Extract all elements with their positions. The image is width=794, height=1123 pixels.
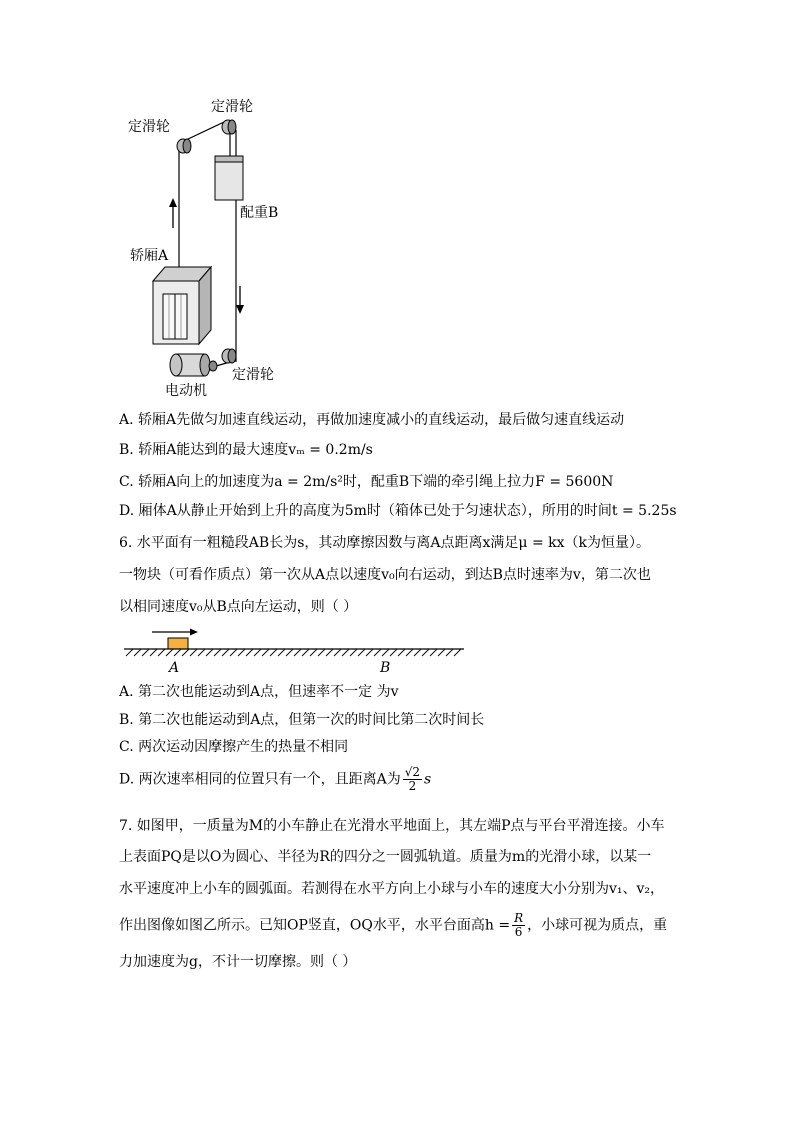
- q6-option-b: B. 第二次也能运动到A点，但第一次的时间比第二次时间长: [119, 712, 485, 728]
- pulley-top-right-icon: [222, 120, 236, 134]
- q6-option-c: C. 两次运动因摩擦产生的热量不相同: [119, 739, 349, 755]
- fraction-numerator: √2: [404, 765, 421, 779]
- q6-stem-line-2: 一物块（可看作质点）第一次从A点以速度v₀向右运动，到达B点时速率为v，第二次也: [119, 567, 651, 583]
- q6-label-b: B: [380, 660, 391, 676]
- fraction-denominator: 2: [408, 779, 417, 793]
- label-motor: 电动机: [165, 383, 207, 399]
- motor-icon: [170, 354, 217, 376]
- q6-option-a: A. 第二次也能运动到A点，但速率不一定 为v: [119, 684, 399, 700]
- down-arrow-icon: [236, 286, 244, 314]
- q5-option-b: B. 轿厢A能达到的最大速度vₘ = 0.2m/s: [119, 442, 373, 458]
- fraction-denominator: 6: [514, 925, 523, 939]
- q5-option-a: A. 轿厢A先做匀加速直线运动，再做加速度减小的直线运动，最后做匀速直线运动: [119, 412, 625, 428]
- pulley-top-left-icon: [177, 139, 191, 153]
- q5-option-d: D. 厢体A从静止开始到上升的高度为5m时（箱体已处于匀速状态），所用的时间t = 5.25s: [119, 503, 677, 519]
- velocity-arrow-icon: [152, 629, 198, 636]
- fraction-sqrt2-over-2: [403, 766, 422, 793]
- pulley-bottom-icon: [222, 349, 236, 363]
- q7-stem-line-5: 力加速度为g，不计一切摩擦。则（ ）: [119, 954, 357, 970]
- up-arrow-icon: [169, 198, 177, 228]
- q6-option-d-text: D. 两次速率相同的位置只有一个，且距离A为: [119, 771, 401, 788]
- q7-stem-line-3: 水平速度冲上小车的圆弧面。若测得在水平方向上小球与小车的速度大小分别为v₁、v₂，: [119, 881, 665, 897]
- fraction-numerator: R: [514, 911, 524, 925]
- counterweight-icon: [215, 156, 243, 200]
- label-pulley-bottom: 定滑轮: [232, 367, 274, 383]
- q6-stem-line-1: 6. 水平面有一粗糙段AB长为s，其动摩擦因数与离A点距离x满足μ = kx（k为恒量）。: [119, 535, 650, 551]
- q6-label-a: A: [169, 660, 180, 676]
- q7-line-4-text: 作出图像如图乙所示。已知OP竖直，OQ水平，水平台面高h =: [119, 917, 511, 934]
- label-counterweight: 配重B: [240, 205, 279, 221]
- elevator-diagram: [0, 0, 794, 420]
- q6-option-d: [119, 766, 431, 793]
- label-pulley-top-right: 定滑轮: [211, 99, 253, 115]
- q7-stem-line-4: [119, 912, 667, 939]
- label-cabin: 轿厢A: [130, 248, 169, 264]
- ground-hatch: [126, 649, 461, 656]
- q5-option-c: C. 轿厢A向上的加速度为a = 2m/s²时，配重B下端的牵引绳上拉力F = 5600N: [119, 474, 614, 490]
- cabin-icon: [153, 267, 211, 344]
- q7-stem-line-1: 7. 如图甲，一质量为M的小车静止在光滑水平地面上，其左端P点与平台平滑连接。小车: [119, 818, 665, 834]
- label-pulley-top-left: 定滑轮: [128, 119, 170, 135]
- q6-stem-line-3: 以相同速度v₀从B点向左运动，则（ ）: [119, 599, 358, 615]
- q6-option-d-unit: s: [424, 771, 432, 788]
- q7-line-4-tail: ，小球可视为质点，重: [527, 917, 668, 934]
- fraction-r-over-6: [512, 912, 525, 939]
- q7-stem-line-2: 上表面PQ是以O为圆心、半径为R的四分之一圆弧轨道。质量为m的光滑小球，以某一: [119, 849, 652, 865]
- block-icon: [168, 638, 188, 649]
